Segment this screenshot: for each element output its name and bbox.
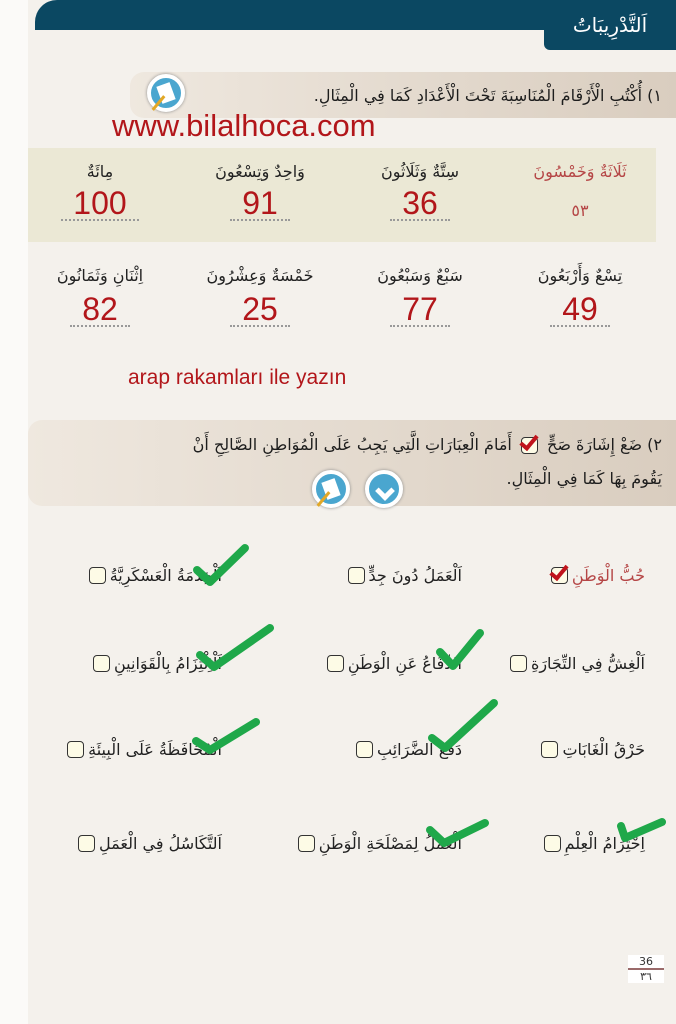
number-item bbox=[340, 162, 500, 227]
handwritten-note: arap rakamları ile yazın bbox=[128, 366, 347, 389]
statement-item[interactable] bbox=[510, 654, 645, 673]
number-item bbox=[180, 162, 340, 227]
number-word: تِسْعٌ وَأَرْبَعُونَ bbox=[537, 266, 623, 285]
page-number-arabic: ٣٦ bbox=[640, 970, 652, 983]
checkbox[interactable] bbox=[67, 741, 84, 758]
number-word: اِثْنَانِ وَثَمَانُونَ bbox=[56, 266, 144, 285]
statement-label: اَلْمُحَافَظَةُ عَلَى الْبِيئَةِ bbox=[88, 740, 222, 759]
statement-item[interactable] bbox=[541, 740, 645, 759]
statement-label: اِحْتِرَامُ الْعِلْمِ bbox=[564, 834, 645, 853]
exercise2-instruction-line2: يَقُومَ بِهَا كَمَا فِي الْمِثَالِ. bbox=[506, 469, 662, 488]
book-icon bbox=[365, 470, 403, 508]
statement-label: اَلْخِدْمَةُ الْعَسْكَرِيَّةُ bbox=[109, 566, 222, 585]
number-answer[interactable]: ٥٣ bbox=[571, 201, 589, 220]
number-word: مِائَةٌ bbox=[86, 162, 114, 181]
number-answer[interactable]: 25 bbox=[230, 293, 290, 327]
number-word: ثَلَاثَةٌ وَخَمْسُونَ bbox=[533, 162, 627, 181]
statement-item[interactable] bbox=[544, 834, 645, 853]
number-answer[interactable]: 49 bbox=[550, 293, 610, 327]
statement-item[interactable] bbox=[356, 740, 462, 759]
statement-label: اَلتَّكَاسُلُ فِي الْعَمَلِ bbox=[99, 834, 222, 853]
number-item bbox=[340, 266, 500, 327]
checkbox[interactable] bbox=[356, 741, 373, 758]
checkbox[interactable] bbox=[544, 835, 561, 852]
number-answer[interactable]: 91 bbox=[230, 187, 290, 221]
statement-item[interactable] bbox=[348, 566, 462, 585]
statement-item[interactable] bbox=[67, 740, 222, 759]
number-word: خَمْسَةٌ وَعِشْرُونَ bbox=[206, 266, 314, 285]
page-number bbox=[628, 955, 664, 983]
checkbox[interactable] bbox=[551, 567, 568, 584]
statement-label: اَلْغِشُّ فِي التِّجَارَةِ bbox=[530, 654, 645, 673]
checkbox[interactable] bbox=[93, 655, 110, 672]
number-answer[interactable]: 36 bbox=[390, 187, 450, 221]
statement-item[interactable] bbox=[78, 834, 222, 853]
watermark: www.bilalhoca.com bbox=[112, 108, 376, 143]
statement-label: اَلدِّفَاعُ عَنِ الْوَطَنِ bbox=[347, 654, 462, 673]
statement-item[interactable] bbox=[93, 654, 222, 673]
number-item bbox=[20, 162, 180, 227]
statement-item[interactable] bbox=[89, 566, 222, 585]
section-title: اَلتَّدْرِيبَاتُ bbox=[544, 0, 676, 50]
statement-label: اَلْاِلْتِزَامُ بِالْقَوَانِينِ bbox=[113, 654, 222, 673]
checkbox[interactable] bbox=[348, 567, 365, 584]
number-item bbox=[20, 266, 180, 327]
statement-label: اَلْعَمَلُ لِمَصْلَحَةِ الْوَطَنِ bbox=[318, 834, 462, 853]
statement-item[interactable] bbox=[327, 654, 462, 673]
page-number-latin: 36 bbox=[628, 955, 664, 970]
statement-label: حُبُّ الْوَطَنِ bbox=[571, 566, 645, 585]
numbers-row-2 bbox=[20, 266, 660, 327]
exercise2-instruction-band bbox=[28, 420, 676, 506]
exercise2-instruction-part2: أَمَامَ الْعِبَارَاتِ الَّتِي يَجِبُ عَلَى الْمُوَاطِنِ الصَّالِحِ أَنْ bbox=[192, 435, 512, 454]
statement-item[interactable] bbox=[551, 566, 645, 585]
exercise1-instruction: ١) أُكْتُبِ الْأَرْقَامَ الْمُنَاسِبَةَ تَحْتَ الْأَعْدَادِ كَمَا فِي الْمِثَالِ. bbox=[313, 85, 662, 105]
checkbox[interactable] bbox=[510, 655, 527, 672]
statement-label: حَرْقُ الْغَابَاتِ bbox=[562, 740, 645, 759]
number-answer[interactable]: 82 bbox=[70, 293, 130, 327]
number-word: سَبْعٌ وَسَبْعُونَ bbox=[377, 266, 463, 285]
example-checkbox-icon bbox=[521, 437, 538, 454]
writing-icon bbox=[312, 470, 350, 508]
number-word: وَاحِدٌ وَتِسْعُونَ bbox=[215, 162, 305, 181]
number-item bbox=[180, 266, 340, 327]
number-answer[interactable]: 100 bbox=[61, 187, 138, 221]
checkbox[interactable] bbox=[298, 835, 315, 852]
exercise2-instruction-part1: ٢) ضَعْ إِشَارَةَ صَحٍّ bbox=[547, 435, 662, 454]
writing-icon bbox=[147, 74, 185, 112]
number-item bbox=[500, 162, 660, 227]
number-item bbox=[500, 266, 660, 327]
checkbox[interactable] bbox=[89, 567, 106, 584]
number-answer[interactable]: 77 bbox=[390, 293, 450, 327]
page-margin bbox=[0, 0, 28, 1024]
numbers-row-1 bbox=[20, 162, 660, 227]
statement-item[interactable] bbox=[298, 834, 462, 853]
statement-label: اَلْعَمَلُ دُونَ جِدٍّ bbox=[368, 566, 462, 585]
statement-label: دَفْعُ الضَّرَائِبِ bbox=[376, 740, 462, 759]
number-word: سِتَّةٌ وَثَلَاثُونَ bbox=[380, 162, 460, 181]
checkbox[interactable] bbox=[541, 741, 558, 758]
checkbox[interactable] bbox=[78, 835, 95, 852]
checkbox[interactable] bbox=[327, 655, 344, 672]
